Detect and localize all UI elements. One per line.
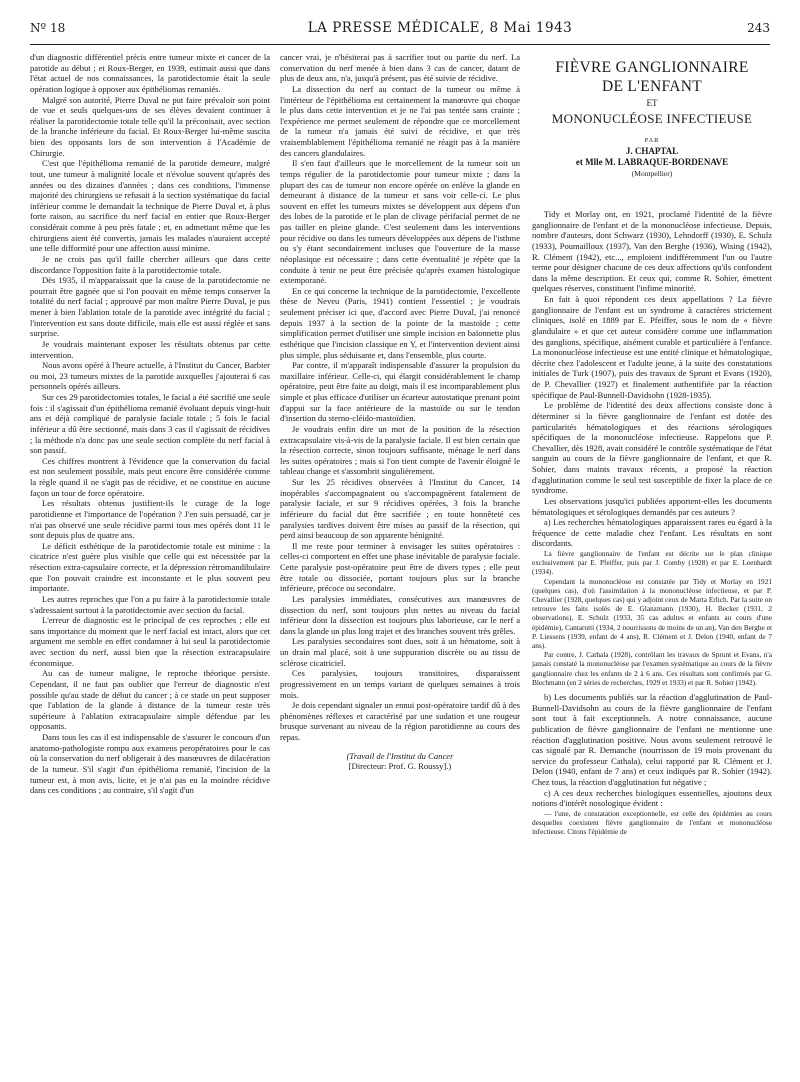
byline-par: PAR	[644, 137, 660, 144]
title-conjunction: ET	[646, 98, 658, 108]
small-paragraph: La fièvre ganglionnaire de l'enfant est décrite sur le plan clinique exclusivement par E. Pfeiffer, puis par J. Comby (1928) et par E. Leenhardt (1934).	[532, 549, 772, 577]
paragraph: Je ne crois pas qu'il faille chercher ailleurs que dans cette discordance l'opposition faite à la parotidectomie totale.	[30, 253, 270, 275]
paragraph: C'est que l'épithélioma remanié de la parotide demeure, malgré tout, une tumeur à malignité locale et n'évolue souvent qu'après des années ou des dizaines d'années ; dans ces conditions, l'immense majorité des chirurgiens se refusait à la section systématique du facial inférieur comme le demandait la technique de Pierre Duval et, à plus forte raison, au sacrifice du nerf facial en entier que Roux-Berger considérait comme à peu près fatale ; et, en admettant même que les chirurgiens aient été convertis, jamais les malades n'auraient accepté une telle difformité pour une affection aussi minime.	[30, 158, 270, 254]
column-2	[280, 52, 520, 1062]
paragraph: Les autres reproches que l'on a pu faire à la parotidectomie totale s'adressaient surtout à la parotidectomie avec section du facial.	[30, 593, 270, 615]
paragraph: c) A ces deux recherches biologiques essentielles, ajoutons deux notions d'intérêt nosologique évident :	[532, 787, 772, 809]
paragraph: En fait à quoi répondent ces deux appellations ? La fièvre ganglionnaire de l'enfant est un syndrome à caractères strictement cliniques, isolé en 1889 par E. Pfeiffer, sous le nom de « fièvre glandulaire » et que cet auteur considère comme une inflammation des ganglions, spécifique, aisément curable et particulière à l'enfance. La mononucléose infectieuse est une entité clinique et hématologique, décrite chez l'adolescent et l'adulte jeune, à la suite des constatations initiales de Turk (1907), puis des travaux de Sprunt et Evans (1920), de P. Chevallier (1927) et finalement authentifiée par la réaction spécifique de Paul-Bunnell-Davidsohn (1928-1935).	[532, 294, 772, 400]
institution-signature	[280, 751, 520, 772]
paragraph: La dissection du nerf au contact de la tumeur ou même à l'intérieur de l'épithélioma est certainement la manœuvre qui choque le plus dans cette intervention et je ne l'ai pas tentée sans crainte ; l'expérience me permet seulement de répondre que ce morcellement de la tumeur n'a jamais été suivi de récidive, et que très vraisemblablement l'épithélioma remanié ne réagit pas à la manière des cancers glandulaires.	[280, 83, 520, 158]
column-3	[532, 52, 772, 1062]
article-body	[532, 209, 772, 837]
paragraph: Nous avons opéré à l'heure actuelle, à l'Institut du Cancer, Barbier ou moi, 23 tumeurs mixtes de la parotide auxquelles j'ajouterai 6 cas personnels opérés ailleurs.	[30, 360, 270, 392]
paragraph: Ces chiffres montrent à l'évidence que la conservation du facial est non seulement possible, mais peut encore être considérée comme la règle quand il ne s'agit pas de récidive, et ne constitue en aucune façon un tour de force opératoire.	[30, 455, 270, 498]
page-header	[30, 20, 770, 44]
paragraph: cancer vrai, je n'hésiterai pas à sacrifier tout ou partie du nerf. La conservation du nerf menée à bien dans 3 cas de cancer, datant de plus de deux ans, n'a, jusqu'à présent, pas été suivie de récidive.	[280, 52, 520, 84]
small-paragraph: Par contre, J. Cathala (1928), contrôlant les travaux de Sprunt et Evans, n'a jamais constaté la mononucléose par l'examen systématique au cours de la fièvre ganglionnaire chez les enfants de 2 à 6 ans. Ces résultats sont confirmés par G. Blechmann (en 2 séries de recherches, 1929 et 1933) et par R. Sohier (1942).	[532, 650, 772, 687]
issue-number: Nº 18	[30, 21, 66, 35]
paragraph: Il me reste pour terminer à envisager les suites opératoires : celles-ci comportent en effet une phase inévitable de paralysie faciale. Cette paralysie post-opératoire peut être de divers types ; elle peut être totale ou dissociée, portant toujours plus sur la branche inférieure, précoce ou secondaire.	[280, 540, 520, 594]
small-paragraph: Cependant la mononucléose est constatée par Tidy et Morlay en 1921 (quelques cas), d'où l'assimilation à la mononucléose infectieuse, et par P. Chevallier (1928, quelques cas) qui y adjoint ceux de Marta Erlich. Par la suite on retrouve les faits isolés de E. Glanzmann (1930), H. Becker (1931, 2 observations), E. Schulz (1933, 35 cas adultes et enfants au cours d'une épidémie), Cantarutti (1934, 2 nourrissons de moins de un an), Van den Berghe et P. Liessens (1939, enfant de 4 ans), R. Clément et J. Delon (1940, enfant de 7 ans).	[532, 576, 772, 651]
paragraph: En ce qui concerne la technique de la parotidectomie, l'excellente thèse de Neveu (Paris, 1941) contient l'essentiel ; je voudrais seulement préciser ici que, d'accord avec Pierre Duval, j'ai renoncé depuis 1937 à la section de la pointe de la mastoïde ; cette simplification permet d'utiliser une simple incision en baïonnette plus esthétique que l'incision classique en Y, et l'intervention devient ainsi plus simple, plus séduisante et, dans l'ensemble, plus courte.	[280, 285, 520, 360]
title-line-1: FIÈVRE GANGLIONNAIRE	[555, 59, 749, 76]
paragraph: Il s'en faut d'ailleurs que le morcellement de la tumeur soit un temps régulier de la parotidectomie pour tumeur mixte ; dans la plupart des cas de tumeur non encore opérée on enlève la glande en demeurant à distance de la tumeur et sans voir celle-ci. Le plus souvent en effet les tumeurs mixtes se développent aux dépens d'un des lobes de la parotide et le plan de clivage périfacial permet de ne pas tailler en pleine glande. C'est seulement dans les interventions pour récidive ou dans les tumeurs développées aux dépens de l'isthme ou s'y étant secondairement incluses que l'ouverture de la masse néoplasique est nécessaire ; dans cette éventualité je répète que la conduite à tenir ne peut être précisée qu'après examen histologique extemporané.	[280, 158, 520, 286]
paragraph: Je dois cependant signaler un ennui post-opératoire tardif dû à des phénomènes réflexes et caractérisé par une sudation et une rougeur brusque survenant au niveau de la région parotidienne au cours des repas.	[280, 700, 520, 742]
paragraph: Sur ces 29 parotidectomies totales, le facial a été sacrifié une seule fois : il s'agissait d'un épithélioma remanié évoluant depuis vingt-huit ans et déjà compliqué de paralysie faciale totale ; 5 fois le facial inférieur a dû être sectionné, mais dans 3 cas il s'agissait de récidives ; la méthode n'a donc pas une seule section complète du nerf facial à son passif.	[30, 392, 270, 456]
byline	[532, 135, 772, 179]
paragraph: d'un diagnostic différentiel précis entre tumeur mixte et cancer de la parotide au début ; et Roux-Berger, en 1939, estimait aussi que dans l'état actuel de nos connaissances, la parotidectomie était la seule opération logique à opposer aux épithéliomas remaniés.	[30, 52, 270, 94]
paragraph: L'erreur de diagnostic est le principal de ces reproches ; elle est sans importance du moment que le nerf facial est intact, alors que cet argument me semble en effet condamner à lui seul la parotidectomie avec section du nerf, aussi bien que la résection extracapsulaire économique.	[30, 615, 270, 668]
journal-title: LA PRESSE MÉDICALE, 8 Mai 1943	[307, 20, 573, 36]
paragraph: Ces paralysies, toujours transitoires, disparaissent progressivement en un temps variant de quelques semaines à trois mois.	[280, 668, 520, 700]
affiliation: (Montpellier)	[631, 169, 673, 178]
page-number: 243	[747, 21, 770, 35]
paragraph: Les observations jusqu'ici publiées apportent-elles les documents hématologiques et sérologiques demandés par ces auteurs ?	[532, 495, 772, 517]
signature-line-1: (Travail de l'Institut du Cancer	[346, 750, 454, 761]
paragraph: Le déficit esthétique de la parotidectomie totale est minime : la cicatrice n'est guère plus visible que celle qui est nécessitée par la résection extra-capsulaire correcte, et la dépression rétromandibulaire que l'on pouvait craindre est inconstante et le plus souvent peu importante.	[30, 540, 270, 594]
paragraph: Le problème de l'identité des deux affections consiste donc à déterminer si la fièvre ganglionnaire de l'enfant est dotée des particularités hématologiques et des réactions sérologiques spécifiques de la mononucléose infectieuse. Rappelons que P. Chevallier, dès 1928, avait considéré le contrôle systématique de l'état sanguin au cours de la fièvre ganglionnaire de l'enfant, et que R. Sohier, dans maints travaux récents, a proposé la réaction d'agglutination comme le seul test susceptible de fixer la place de ce syndrome.	[532, 400, 772, 496]
paragraph: Tidy et Morlay ont, en 1921, proclamé l'identité de la fièvre ganglionnaire de l'enfant et de la mononucléose infectieuse. Depuis, nombre d'auteurs, dont Schwarz (1930), Lehndorff (1930), E. Schulz (1933), Poumailloux (1937), Van den Berghe (1936), Wising (1942), R. Clément (1942), etc..., emploient indifféremment l'un ou l'autre terme pour désigner chacune de ces deux affections qu'ils confondent dans la même description. Et ceux qui, comme R. Sohier, émettent quelques réserves, constituent l'infime minorité.	[532, 209, 772, 294]
paragraph: Dans tous les cas il est indispensable de s'assurer le concours d'un anatomo-pathologiste rompu aux examens peropératoires pour le cas où la conservation du nerf obligerait à des manœuvres de dilacération de la tumeur. S'il s'agit d'un épithélioma remanié, l'incision de la tumeur est, à mon avis, licite, et je n'ai pas eu la moindre récidive dans ces conditions ; au contraire, s'il s'agit d'un	[30, 732, 270, 796]
author-2: et Mlle M. LABRAQUE-BORDENAVE	[575, 157, 729, 167]
article-title	[532, 58, 772, 127]
title-line-2: DE L'ENFANT	[601, 78, 703, 95]
paragraph: Par contre, il m'apparaît indispensable d'assurer la propulsion du maxillaire inférieur. Celle-ci, qui élargit considérablement le champ opératoire, peut être faite au doigt, mais il est incomparablement plus simple et plus efficace d'utiliser un écarteur autostatique prenant point d'appui sur la face antérieure de la mastoïde ou sur le tendon d'insertion du sterno-cléido-mastoïdien.	[280, 360, 520, 424]
paragraph: Dès 1935, il m'apparaissait que la cause de la parotidectomie ne pourrait être gagnée que si l'on pouvait en même temps conserver la totalité du nerf facial ; approuvé par mon maître Pierre Duval, je pus mener à bien l'ablation totale de la parotide avec intégrité du facial ; l'intervention est sans doute difficile, mais elle est aussi réglée et sans surprise.	[30, 275, 270, 339]
paragraph: Au cas de tumeur maligne, le reproche théorique persiste. Cependant, il ne faut pas oublier que l'erreur de diagnostic n'est possible qu'au stade de début du cancer ; à ce stade on peut supposer que l'ablation de la glande à distance de la tumeur reste très supérieure à l'ablation extracapsulaire simple défendue par les opposants.	[30, 668, 270, 732]
paragraph: a) Les recherches hématologiques apparaissent rares eu égard à la fréquence de cette maladie chez l'enfant. Les résultats en sont discordants.	[532, 517, 772, 549]
column-1	[30, 52, 270, 1062]
paragraph: Sur les 25 récidives observées à l'Institut du Cancer, 14 inopérables s'accompagnaient ou s'accompagnèrent fatalement de paralysie faciale, et sur 9 récidives opérées, 3 fois la branche inférieure du facial dut être sacrifiée ; en toute honnêteté ces paralysies tardives doivent être mises au passif de la résection, qui perd ainsi beaucoup de son apparente bénignité.	[280, 477, 520, 541]
paragraph: Je voudrais enfin dire un mot de la position de la résection extracapsulaire vis-à-vis de la paralysie faciale. Il est bien certain que la résection correcte, sinon toujours suffisante, ménage le nerf dans les suites opératoires ; mais si l'on tient compte de l'avenir éloigné le tableau change et s'assombrit singulièrement.	[280, 423, 520, 477]
author-1: J. CHAPTAL	[625, 146, 679, 156]
paragraph: Les paralysies immédiates, consécutives aux manœuvres de dissection du nerf, sont toujours plus nettes au niveau du facial inférieur dont la dissection est toujours plus laborieuse, car le nerf a dans la glande un plus long trajet et des branches souvent très grêles.	[280, 593, 520, 636]
paragraph: Les résultats obtenus justifient-ils le curage de la loge parotidienne et l'importance de l'opération ? J'en suis persuadé, car je n'ai pas observé une seule récidive parmi tous mes opérés dont 11 le sont depuis plus de quatre ans.	[30, 498, 270, 541]
small-paragraph: — l'une, de constatation exceptionnelle, est celle des épidémies au cours desquelles coexistent fièvre ganglionnaire de l'enfant et mononucléose infectieuse. Citons l'épidémie de	[532, 808, 772, 837]
paragraph: Les paralysies secondaires sont dues, soit à un hématome, soit à un drain mal placé, soit à une suppuration discrète ou au tissu de sclérose cicatriciel.	[280, 636, 520, 668]
paragraph: Je voudrais maintenant exposer les résultats obtenus par cette intervention.	[30, 338, 270, 360]
header-rule	[30, 44, 770, 45]
title-line-3: MONONUCLÉOSE INFECTIEUSE	[551, 111, 753, 126]
signature-line-2: [Directeur: Prof. G. Roussy].)	[348, 761, 452, 772]
paragraph: Malgré son autorité, Pierre Duval ne put faire prévaloir son point de vue et seuls quelques-uns de ses élèves devaient continuer à réaliser la parotidectomie totale telle qu'il la préconisait, avec section de la branche inférieure du facial. Et Roux-Berger lui-même suscita bien des opposants lors de son intervention à l'Académie de Chirurgie.	[30, 94, 270, 158]
paragraph: b) Les documents publiés sur la réaction d'agglutination de Paul-Bunnell-Davidsohn au cours de la fièvre ganglionnaire de l'enfant sont tout à fait exceptionnels. A notre connaissance, aucune publication de fièvre ganglionnaire de l'enfant ne mentionne une réaction d'agglutination positive. Nous avons seulement retrouvé le cas signalé par R. Demanche (nourrisson de 19 mois provenant du service du professeur Cathala), celui rapporté par R. Clément et J. Delon (1940, enfant de 7 ans) et ceux indiqués par R. Sohier (1942). Chez tous, la réaction d'agglutination fut négative ;	[532, 692, 772, 788]
